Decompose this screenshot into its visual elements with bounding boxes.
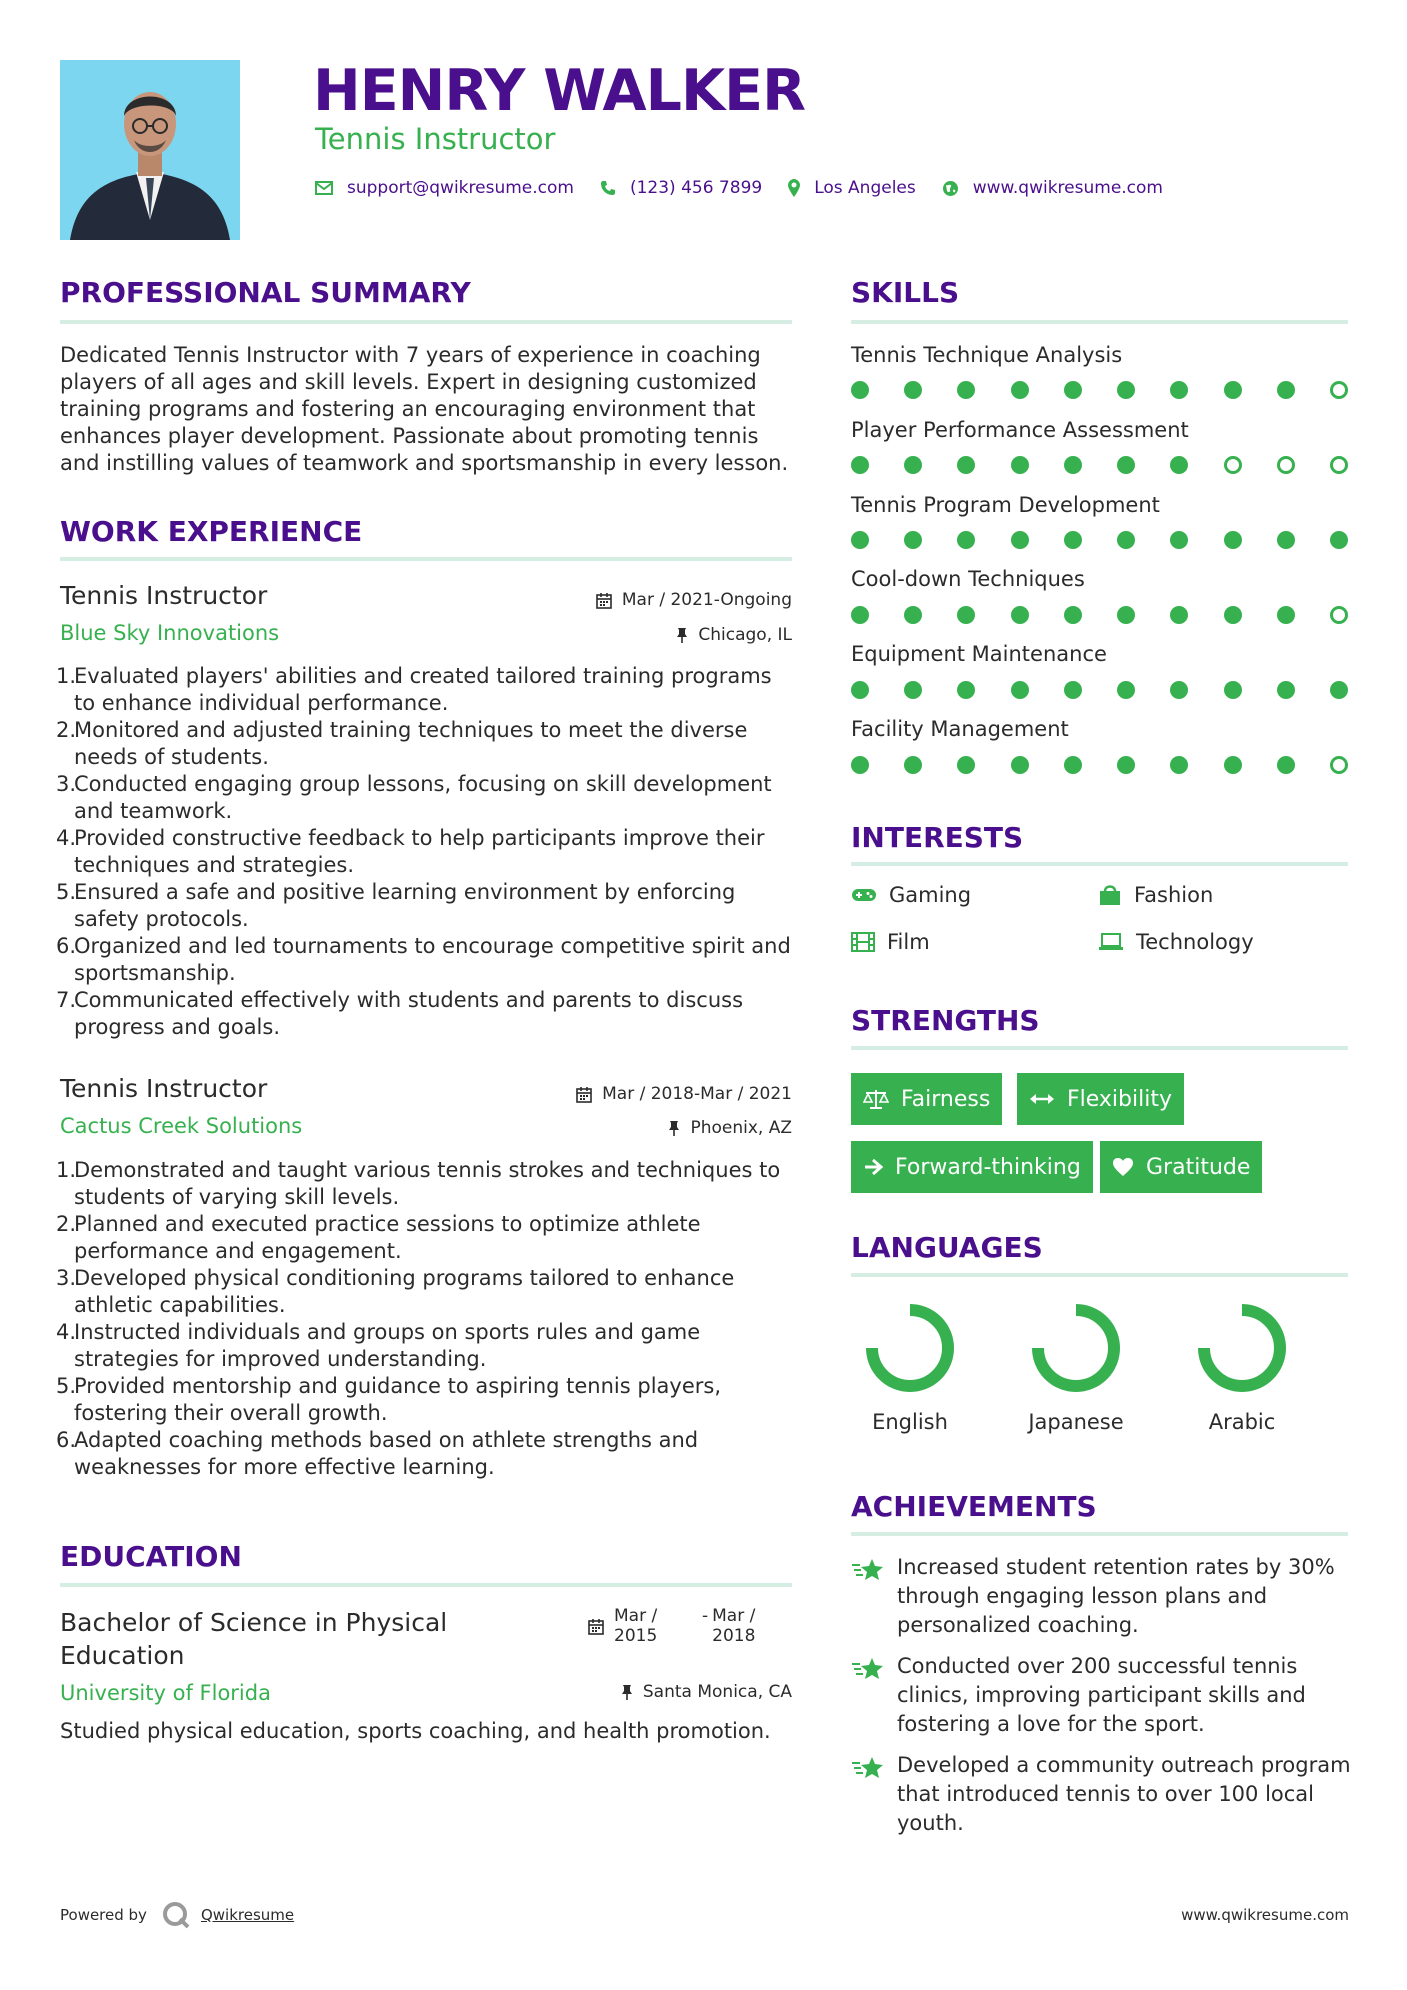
duty-item: 5. Ensured a safe and positive learning environment by enforcing safety protocols. <box>56 880 736 931</box>
skill-dot-filled <box>1011 381 1029 399</box>
job-location-text: Phoenix, AZ <box>690 1118 792 1138</box>
calendar-icon <box>596 592 612 609</box>
contact-phone[interactable] <box>600 178 762 198</box>
skill-rating <box>851 756 1348 776</box>
degree-title: Bachelor of Science in Physical Education <box>60 1608 448 1670</box>
skill-rating <box>851 456 1348 476</box>
language-level-arc <box>1204 1310 1280 1386</box>
duty-item: 6. Adapted coaching methods based on athlete strengths and weaknesses for more effective learning. <box>56 1428 699 1479</box>
skill-dot-filled <box>1011 756 1029 774</box>
duty-text: Instructed individuals and groups on sports rules and game strategies for improved understanding. <box>74 1320 701 1371</box>
job-duties-list <box>56 1157 796 1481</box>
skill-dot-filled <box>1064 606 1082 624</box>
language-level-arc <box>1038 1310 1114 1386</box>
skill-dot-filled <box>1064 381 1082 399</box>
skill-dot-filled <box>1064 456 1082 474</box>
education-divider <box>60 1583 792 1587</box>
skill-dot-filled <box>1011 531 1029 549</box>
job-location <box>676 625 792 645</box>
job-date <box>576 1084 792 1104</box>
duty-text: Communicated effectively with students and parents to discuss progress and goals. <box>74 988 744 1039</box>
strength-gratitude <box>1100 1141 1262 1193</box>
contact-bar <box>315 178 1189 198</box>
experience-divider <box>60 557 792 561</box>
skill-dot-filled <box>1117 456 1135 474</box>
skill-dot-empty <box>1330 606 1348 624</box>
skill-dot-filled <box>1224 531 1242 549</box>
skill-dot-filled <box>1064 531 1082 549</box>
footer-website[interactable]: www.qwikresume.com <box>1181 1906 1349 1924</box>
skill-name: Equipment Maintenance <box>851 642 1107 666</box>
strength-fairness <box>851 1073 1002 1125</box>
film-icon <box>851 932 875 952</box>
skill-dot-filled <box>904 681 922 699</box>
skill-dot-filled <box>1011 681 1029 699</box>
interest-gaming <box>851 883 971 907</box>
skill-dot-empty <box>1330 381 1348 399</box>
language-arabic <box>1172 1300 1312 1434</box>
duty-item: 2. Monitored and adjusted training techniques to meet the diverse needs of students. <box>56 718 748 769</box>
interests-heading: INTERESTS <box>851 821 1024 854</box>
duty-text: Demonstrated and taught various tennis strokes and techniques to students of varying skill levels. <box>74 1158 781 1209</box>
footer-brand-link[interactable]: Qwikresume <box>200 1906 295 1924</box>
arrow-right-icon <box>863 1158 883 1176</box>
education-start-date: Mar / 2015 <box>614 1606 658 1646</box>
skill-dot-filled <box>957 681 975 699</box>
skill-dot-filled <box>957 606 975 624</box>
job-date-text: Mar / 2018-Mar / 2021 <box>602 1084 792 1104</box>
job-location-text: Chicago, IL <box>698 625 792 645</box>
skill-dot-filled <box>1170 531 1188 549</box>
skill-dot-filled <box>957 456 975 474</box>
languages-heading: LANGUAGES <box>851 1231 1043 1264</box>
heart-icon <box>1112 1157 1134 1177</box>
duty-text: Ensured a safe and positive learning environment by enforcing safety protocols. <box>74 880 736 931</box>
skill-dot-filled <box>851 456 869 474</box>
skill-dot-filled <box>904 531 922 549</box>
job-date <box>596 590 792 610</box>
skill-dot-filled <box>1117 681 1135 699</box>
interest-label: Gaming <box>889 883 972 907</box>
achievement-text: Conducted over 200 successful tennis clinics, improving participant skills and fostering a love for the sport. <box>897 1654 1306 1736</box>
duty-text: Conducted engaging group lessons, focusing on skill development and teamwork. <box>74 772 772 823</box>
skill-dot-filled <box>1277 531 1295 549</box>
skill-rating <box>851 681 1348 701</box>
summary-divider <box>60 320 792 324</box>
duty-item: 4. Instructed individuals and groups on sports rules and game strategies for improved understanding. <box>56 1320 701 1371</box>
skill-dot-filled <box>1011 456 1029 474</box>
job-duties-list <box>56 663 796 1041</box>
website-text: www.qwikresume.com <box>972 178 1163 198</box>
skill-dot-filled <box>957 756 975 774</box>
interest-label: Technology <box>1136 930 1254 954</box>
skill-dot-filled <box>1170 606 1188 624</box>
duty-item: 3. Developed physical conditioning programs tailored to enhance athletic capabilities. <box>56 1266 735 1317</box>
strengths-divider <box>851 1046 1348 1050</box>
education-dates: Mar / 2015 - Mar / 2018 <box>588 1606 766 1646</box>
candidate-title: Tennis Instructor <box>315 122 556 156</box>
skill-dot-filled <box>1277 756 1295 774</box>
duty-text: Evaluated players' abilities and created tailored training programs to enhance individual performance. <box>74 664 772 715</box>
interests-divider <box>851 862 1348 866</box>
company-name: Cactus Creek Solutions <box>60 1114 303 1138</box>
duty-item: 5. Provided mentorship and guidance to aspiring tennis players, fostering their overall growth. <box>56 1374 722 1425</box>
achievement-text: Developed a community outreach program that introduced tennis to over 100 local youth. <box>897 1753 1351 1835</box>
language-level-ring <box>1194 1300 1290 1396</box>
balance-scale-icon <box>863 1088 889 1110</box>
calendar-icon <box>588 1618 604 1635</box>
skill-name: Tennis Technique Analysis <box>851 343 1123 367</box>
duty-item: 3. Conducted engaging group lessons, focusing on skill development and teamwork. <box>56 772 772 823</box>
skill-dot-filled <box>1224 381 1242 399</box>
experience-heading: WORK EXPERIENCE <box>60 515 363 548</box>
pushpin-icon <box>676 627 688 644</box>
interest-fashion <box>1098 883 1213 907</box>
skill-dot-filled <box>1117 381 1135 399</box>
skill-dot-filled <box>1170 756 1188 774</box>
profile-photo <box>60 60 240 240</box>
calendar-icon <box>576 1086 592 1103</box>
strength-label: Gratitude <box>1146 1154 1251 1180</box>
skill-dot-filled <box>1117 756 1135 774</box>
skill-dot-filled <box>1277 681 1295 699</box>
duty-text: Provided mentorship and guidance to aspiring tennis players, fostering their overall growth. <box>74 1374 722 1425</box>
skill-dot-filled <box>1224 681 1242 699</box>
duty-text: Adapted coaching methods based on athlete strengths and weaknesses for more effective learning. <box>74 1428 699 1479</box>
skill-dot-filled <box>1117 531 1135 549</box>
skill-dot-filled <box>957 531 975 549</box>
skill-dot-filled <box>851 606 869 624</box>
strength-label: Flexibility <box>1067 1086 1172 1112</box>
achievements-divider <box>851 1532 1348 1536</box>
job-title: Tennis Instructor <box>60 1074 268 1103</box>
achievement-item <box>851 1652 1351 1739</box>
skill-name: Tennis Program Development <box>851 493 1160 517</box>
shooting-star-icon <box>851 1557 885 1583</box>
skills-divider <box>851 320 1348 324</box>
duty-item: 7. Communicated effectively with students and parents to discuss progress and goals. <box>56 988 744 1039</box>
skill-dot-filled <box>1224 606 1242 624</box>
pushpin-icon <box>621 1684 633 1701</box>
skill-dot-filled <box>904 456 922 474</box>
map-marker-icon <box>788 179 800 197</box>
skill-dot-empty <box>1224 456 1242 474</box>
powered-by-text: Powered by <box>60 1906 147 1924</box>
skill-dot-filled <box>904 381 922 399</box>
achievements-heading: ACHIEVEMENTS <box>851 1490 1097 1523</box>
shooting-star-icon <box>851 1656 885 1682</box>
contact-location <box>788 178 916 198</box>
email-text: support@qwikresume.com <box>347 178 574 198</box>
skill-dot-filled <box>1064 756 1082 774</box>
language-level-arc <box>872 1310 948 1386</box>
company-name: Blue Sky Innovations <box>60 621 280 645</box>
globe-icon <box>942 180 959 197</box>
duty-item: 2. Planned and executed practice sessions to optimize athlete performance and engagement. <box>56 1212 701 1263</box>
skill-dot-empty <box>1277 456 1295 474</box>
skill-dot-filled <box>904 756 922 774</box>
skill-name: Player Performance Assessment <box>851 418 1189 442</box>
location-text: Los Angeles <box>814 178 916 198</box>
skill-dot-filled <box>851 381 869 399</box>
shooting-star-icon <box>851 1755 885 1781</box>
skill-dot-filled <box>851 756 869 774</box>
language-english <box>840 1300 980 1434</box>
skill-dot-filled <box>1170 456 1188 474</box>
job-date-text: Mar / 2021-Ongoing <box>621 590 792 610</box>
skill-dot-filled <box>851 681 869 699</box>
interest-label: Film <box>887 930 930 954</box>
footer-powered-by <box>60 1900 294 1930</box>
strength-flexibility <box>1017 1073 1184 1125</box>
duty-item: 4. Provided constructive feedback to help participants improve their techniques and strategies. <box>56 826 765 877</box>
job-location <box>668 1118 792 1138</box>
skill-dot-filled <box>957 381 975 399</box>
achievement-item <box>851 1553 1351 1640</box>
summary-text: Dedicated Tennis Instructor with 7 years of experience in coaching players of all ages and skill levels. Expert in designing customized training programs and fostering an encouraging environment that enhances player development. Passionate about promoting tennis and instilling values of teamwork and sportsmanship in every lesson. <box>60 343 789 475</box>
shopping-bag-icon <box>1098 884 1122 906</box>
education-description: Studied physical education, sports coaching, and health promotion. <box>60 1719 771 1743</box>
language-name: Arabic <box>1208 1410 1276 1434</box>
education-location-text: Santa Monica, CA <box>642 1682 792 1702</box>
language-name: English <box>872 1410 948 1434</box>
duty-text: Developed physical conditioning programs tailored to enhance athletic capabilities. <box>74 1266 735 1317</box>
languages-divider <box>851 1273 1348 1277</box>
duty-text: Monitored and adjusted training techniques to meet the diverse needs of students. <box>74 718 748 769</box>
strength-label: Fairness <box>901 1086 991 1112</box>
interest-film <box>851 930 930 954</box>
skill-dot-filled <box>1064 681 1082 699</box>
envelope-icon <box>315 181 333 195</box>
duty-item: 1. Demonstrated and taught various tennis strokes and techniques to students of varying skill levels. <box>56 1158 781 1209</box>
duty-item: 6. Organized and led tournaments to encourage competitive spirit and sportsmanship. <box>56 934 791 985</box>
skill-dot-filled <box>1224 756 1242 774</box>
phone-icon <box>600 180 616 196</box>
skill-dot-filled <box>1277 381 1295 399</box>
laptop-icon <box>1098 933 1124 951</box>
skill-dot-filled <box>1330 531 1348 549</box>
duty-item: 1. Evaluated players' abilities and created tailored training programs to enhance individual performance. <box>56 664 772 715</box>
skill-dot-filled <box>1011 606 1029 624</box>
achievement-text: Increased student retention rates by 30% through engaging lesson plans and personalized coaching. <box>897 1555 1335 1637</box>
language-level-ring <box>862 1300 958 1396</box>
skill-dot-empty <box>1330 456 1348 474</box>
skills-heading: SKILLS <box>851 276 960 309</box>
skill-dot-filled <box>851 531 869 549</box>
education-location <box>621 1682 792 1702</box>
summary-heading: PROFESSIONAL SUMMARY <box>60 276 471 309</box>
language-level-ring <box>1028 1300 1124 1396</box>
school-name: University of Florida <box>60 1681 271 1705</box>
strength-label: Forward-thinking <box>895 1154 1081 1180</box>
skill-name: Facility Management <box>851 717 1069 741</box>
pushpin-icon <box>668 1120 680 1137</box>
strengths-heading: STRENGTHS <box>851 1004 1040 1037</box>
phone-text: (123) 456 7899 <box>629 178 763 198</box>
duty-text: Organized and led tournaments to encourage competitive spirit and sportsmanship. <box>74 934 791 985</box>
language-japanese <box>1006 1300 1146 1434</box>
skill-dot-filled <box>1330 681 1348 699</box>
education-end-date: Mar / 2018 <box>712 1606 756 1646</box>
skill-dot-empty <box>1330 756 1348 774</box>
strength-forward-thinking <box>851 1141 1093 1193</box>
achievement-item <box>851 1751 1351 1838</box>
gamepad-icon <box>851 887 877 903</box>
skill-rating <box>851 606 1348 626</box>
skill-dot-filled <box>1170 681 1188 699</box>
skill-dot-filled <box>1277 606 1295 624</box>
duty-text: Planned and executed practice sessions to optimize athlete performance and engagement. <box>74 1212 701 1263</box>
qwikresume-logo-icon <box>161 1900 191 1930</box>
skill-dot-filled <box>1117 606 1135 624</box>
interest-label: Fashion <box>1134 883 1214 907</box>
candidate-name: HENRY WALKER <box>313 58 805 124</box>
contact-website[interactable] <box>942 178 1163 198</box>
skill-rating <box>851 531 1348 551</box>
duty-text: Provided constructive feedback to help participants improve their techniques and strategies. <box>74 826 765 877</box>
arrows-horizontal-icon <box>1029 1092 1055 1106</box>
language-name: Japanese <box>1028 1410 1124 1434</box>
contact-email[interactable] <box>315 178 574 198</box>
job-title: Tennis Instructor <box>60 581 268 610</box>
skill-rating <box>851 381 1348 401</box>
skill-name: Cool-down Techniques <box>851 567 1085 591</box>
skill-dot-filled <box>1170 381 1188 399</box>
interest-technology <box>1098 930 1254 954</box>
skill-dot-filled <box>904 606 922 624</box>
education-heading: EDUCATION <box>60 1540 242 1573</box>
